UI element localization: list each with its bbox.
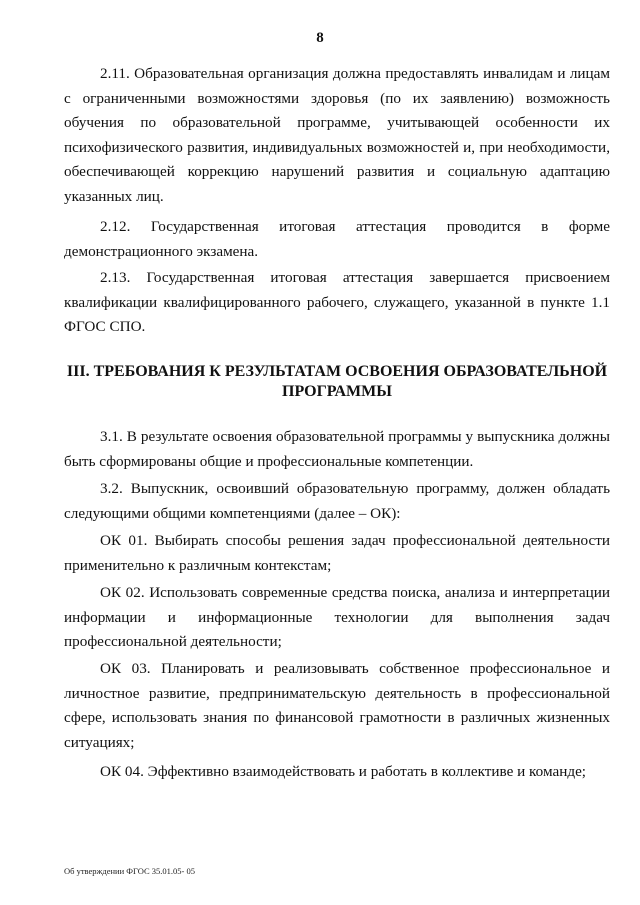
paragraph-2-13: 2.13. Государственная итоговая аттестация завершается присвоением квалификации квалифицированного рабочего, служащего, указанной в пункте 1.1 ФГОС СПО. bbox=[64, 269, 610, 335]
competency-ok-03: ОК 03. Планировать и реализовывать собственное профессиональное и личностное развитие, предпринимательскую деятельность в профессиональной сфере, использовать знания по финансовой грамотности в различных жизненных ситуациях; bbox=[64, 660, 610, 751]
page-number: 8 bbox=[316, 30, 324, 46]
competency-ok-01: ОК 01. Выбирать способы решения задач профессиональной деятельности применительно к различным контекстам; bbox=[64, 532, 610, 574]
paragraph-2-12: 2.12. Государственная итоговая аттестация проводится в форме демонстрационного экзамена. bbox=[64, 218, 610, 260]
section-heading: III. ТРЕБОВАНИЯ К РЕЗУЛЬТАТАМ ОСВОЕНИЯ ОБРАЗОВАТЕЛЬНОЙ ПРОГРАММЫ bbox=[66, 363, 608, 400]
paragraph-2-11: 2.11. Образовательная организация должна предоставлять инвалидам и лицам с ограниченными возможностями здоровья (по их заявлению) возможность обучения по образовательной программе, учитывающей особенности их психофизического развития, индивидуальных возможностей и, при необходимости, обеспечивающей коррекцию нарушений развития и социальную адаптацию указанных лиц. bbox=[64, 65, 610, 205]
footer-note: Об утверждении ФГОС 35.01.05- 05 bbox=[64, 866, 195, 876]
competency-ok-04: ОК 04. Эффективно взаимодействовать и работать в коллективе и команде; bbox=[100, 763, 587, 780]
paragraph-3-2: 3.2. Выпускник, освоивший образовательную программу, должен обладать следующими общими компетенциями (далее – ОК): bbox=[64, 480, 610, 522]
competency-ok-02: ОК 02. Использовать современные средства поиска, анализа и интерпретации информации и информационные технологии для выполнения задач профессиональной деятельности; bbox=[64, 584, 610, 650]
paragraph-3-1: 3.1. В результате освоения образовательной программы у выпускника должны быть сформированы общие и профессиональные компетенции. bbox=[64, 428, 610, 470]
